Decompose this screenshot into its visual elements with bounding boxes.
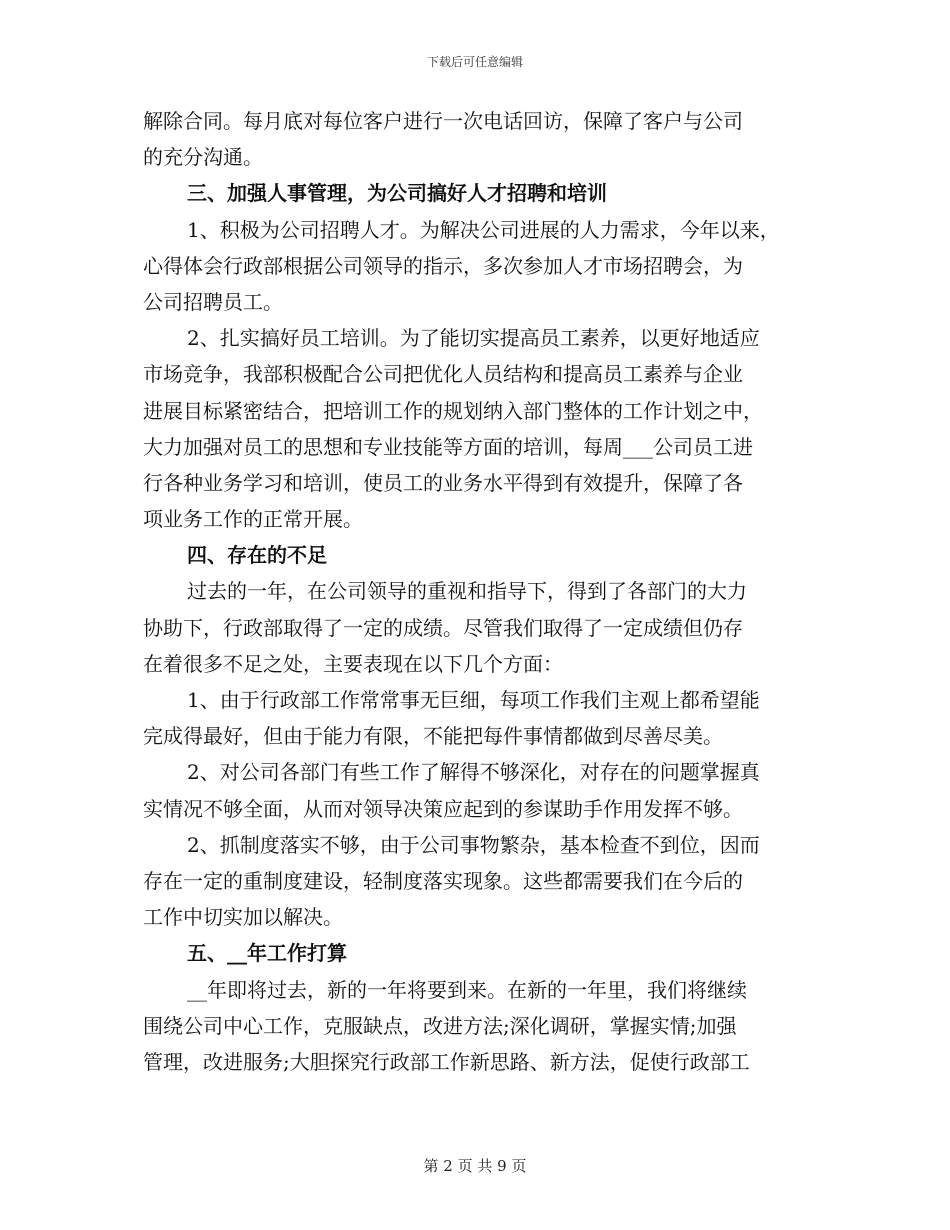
page-header: 下载后可任意编辑	[426, 55, 523, 69]
paragraph-line: 1、由于行政部工作常常事无巨细，每项工作我们主观上都希望能	[187, 688, 760, 712]
paragraph-line: 实情况不够全面，从而对领导决策应起到的参谋助手作用发挥不够。	[143, 796, 743, 821]
paragraph-line: 心得体会行政部根据公司领导的指示，多次参加人才市场招聘会，为	[143, 253, 743, 278]
paragraph-line: 2、对公司各部门有些工作了解得不够深化，对存在的问题掌握真	[187, 760, 760, 785]
section-heading: 三、加强人事管理，为公司搞好人才招聘和培训	[187, 181, 607, 206]
paragraph-line: 公司招聘员工。	[143, 289, 283, 314]
paragraph-line: 2、扎实搞好员工培训。为了能切实提高员工素养，以更好地适应	[187, 326, 760, 351]
section-heading: 四、存在的不足	[187, 543, 327, 568]
paragraph-line: 在着很多不足之处，主要表现在以下几个方面：	[143, 651, 563, 676]
document-body	[143, 103, 813, 1080]
paragraph-line: 过去的一年，在公司领导的重视和指导下，得到了各部门的大力	[187, 579, 747, 604]
paragraph-line: 完成得最好，但由于能力有限，不能把每件事情都做到尽善尽美。	[143, 724, 723, 749]
paragraph-line: 解除合同。每月底对每位客户进行一次电话回访，保障了客户与公司	[143, 109, 743, 133]
paragraph-line: 的充分沟通。	[143, 145, 263, 170]
paragraph-line: 工作中切实加以解决。	[143, 905, 343, 930]
paragraph-line: __年即将过去，新的一年将要到来。在新的一年里，我们将继续	[187, 977, 747, 1002]
paragraph-line: 项业务工作的正常开展。	[143, 507, 363, 532]
paragraph-line: 市场竞争，我部积极配合公司把优化人员结构和提高员工素养与企业	[143, 362, 743, 387]
paragraph-line: 存在一定的重制度建设，轻制度落实现象。这些都需要我们在今后的	[143, 868, 743, 893]
paragraph-line: 2、抓制度落实不够，由于公司事物繁杂，基本检查不到位，因而	[187, 832, 760, 857]
paragraph-line: 协助下，行政部取得了一定的成绩。尽管我们取得了一定成绩但仍存	[143, 615, 743, 640]
paragraph-line: 行各种业务学习和培训，使员工的业务水平得到有效提升，保障了各	[143, 470, 743, 495]
paragraph-line: 围绕公司中心工作，克服缺点，改进方法;深化调研，掌握实情;加强	[143, 1013, 737, 1038]
paragraph-line: 1、积极为公司招聘人才。为解决公司进展的人力需求，今年以来，	[187, 217, 780, 242]
page-footer: 第 2 页 共 9 页	[423, 1157, 527, 1175]
section-heading: 五、__年工作打算	[187, 941, 347, 966]
paragraph-line: 大力加强对员工的思想和专业技能等方面的培训，每周___公司员工进	[143, 434, 753, 459]
paragraph-line: 管理，改进服务;大胆探究行政部工作新思路、新方法，促使行政部工	[143, 1049, 750, 1074]
paragraph-line: 进展目标紧密结合，把培训工作的规划纳入部门整体的工作计划之中，	[143, 398, 763, 423]
